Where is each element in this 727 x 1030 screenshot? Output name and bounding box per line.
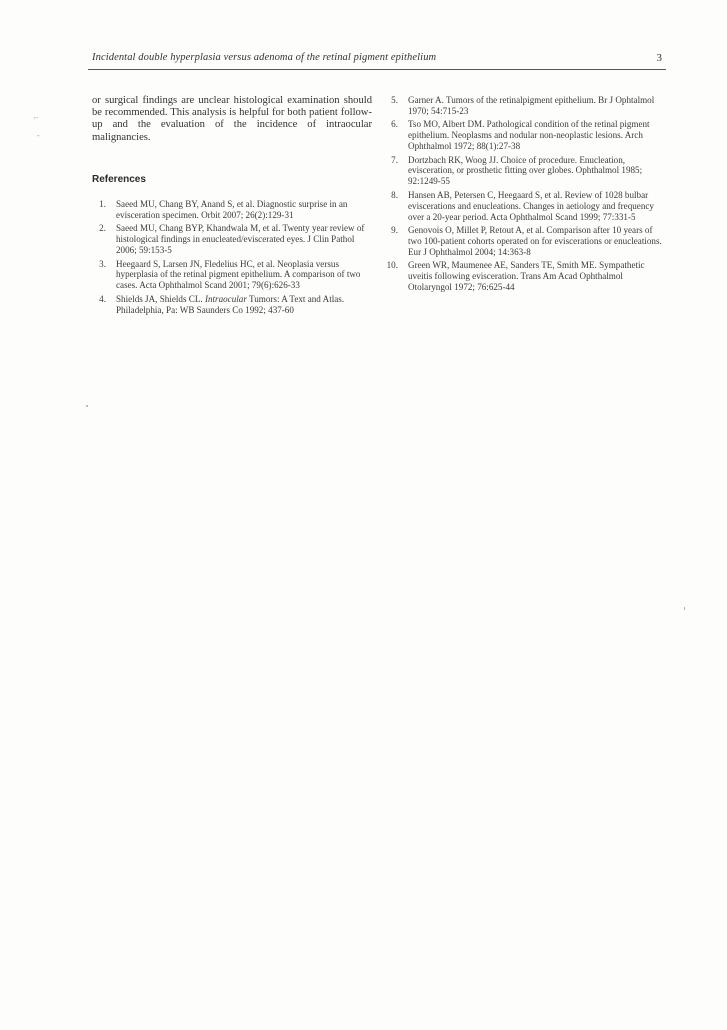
page-number: 3 [656, 52, 662, 64]
page-header [92, 52, 662, 68]
reference-item [92, 259, 372, 292]
reference-text-italic: Intraocular [204, 293, 247, 304]
reference-text: Tso MO, Albert DM. Pathological condition of the retinal pigment epithelium. Neoplasms and nodular non-neoplastic lesions. Arch Ophthalmol 1972; 88(1):27-38 [408, 119, 650, 152]
reference-text: Hansen AB, Petersen C, Heegaard S, et al. Review of 1028 bulbar eviscerations and enucleations. Changes in aetiology and frequency over a 20-year period. Acta Ophthalmol Scand 1999; 77:331-5 [408, 189, 654, 222]
margin-mark: ⌐ [34, 113, 39, 122]
left-column [92, 95, 372, 315]
reference-list-right [384, 95, 668, 295]
reference-text: Saeed MU, Chang BY, Anand S, et al. Diagnostic surprise in an evisceration specimen. Orbit 2007; 26(2):129-31 [116, 199, 348, 220]
reference-number: 10. [386, 260, 398, 271]
reference-item [384, 190, 668, 223]
scan-speck [86, 405, 88, 407]
reference-item [384, 155, 668, 188]
reference-item [92, 223, 372, 256]
reference-number: 1. [99, 199, 106, 209]
references-heading: References [92, 174, 146, 185]
body-paragraph: or surgical findings are unclear histological examination should be recommended. This analysis is helpful for both patient follow-up and the evaluation of the incidence of intraocular malignancies. [92, 95, 372, 143]
reference-number: 7. [391, 154, 398, 165]
scan-speck [684, 607, 685, 610]
reference-number: 9. [391, 224, 398, 235]
reference-text: Green WR, Maumenee AE, Sanders TE, Smith ME. Sympathetic uveitis following evisceration. Trans Am Acad Ophthalmol Otolaryngol 1972; 76:625-44 [408, 260, 645, 292]
reference-text: Heegaard S, Larsen JN, Fledelius HC, et al. Neoplasia versus hyperplasia of the retinal pigment epithelium. A comparison of two cases. Acta Ophthalmol Scand 2001; 79(6):626-33 [116, 258, 361, 291]
reference-number: 2. [99, 223, 106, 234]
reference-number: 6. [391, 119, 398, 130]
header-rule [88, 69, 666, 70]
reference-text: Garner A. Tumors of the retinalpigment epithelium. Br J Ophtalmol 1970; 54:715-23 [408, 95, 655, 116]
reference-item [384, 260, 668, 293]
reference-item [92, 199, 372, 221]
margin-mark: - [37, 131, 40, 140]
reference-text: Genovois O, Millet P, Retout A, et al. Comparison after 10 years of two 100-patient cohorts operated on for eviscerations or enucleations. Eur J Ophthalmol 2004; 14:363-8 [408, 224, 662, 257]
reference-text [116, 294, 372, 316]
reference-text: Dortzbach RK, Woog JJ. Choice of procedure. Enucleation, evisceration, or prosthetic fitting over globes. Ophthalmol 1985; 92:1249-55 [408, 154, 643, 187]
reference-number: 3. [99, 258, 106, 269]
reference-text: Saeed MU, Chang BYP, Khandwala M, et al. Twenty year review of histological findings in enucleated/eviscerated eyes. J Clin Pathol 2006; 59:153-5 [116, 223, 365, 256]
reference-item [92, 294, 372, 316]
reference-number: 5. [391, 95, 398, 105]
reference-item [384, 119, 668, 152]
running-title: Incidental double hyperplasia versus adenoma of the retinal pigment epithelium [92, 52, 437, 63]
reference-item [384, 225, 668, 258]
reference-number: 8. [391, 189, 398, 200]
reference-item [384, 95, 668, 117]
reference-text-part: Shields JA, Shields CL. [116, 293, 205, 304]
reference-number: 4. [99, 293, 106, 304]
reference-text-part: Tumors: A Text and Atlas. Philadelphia, Pa: WB Saunders Co 1992; 437-60 [116, 293, 345, 315]
reference-list-left [92, 199, 372, 318]
